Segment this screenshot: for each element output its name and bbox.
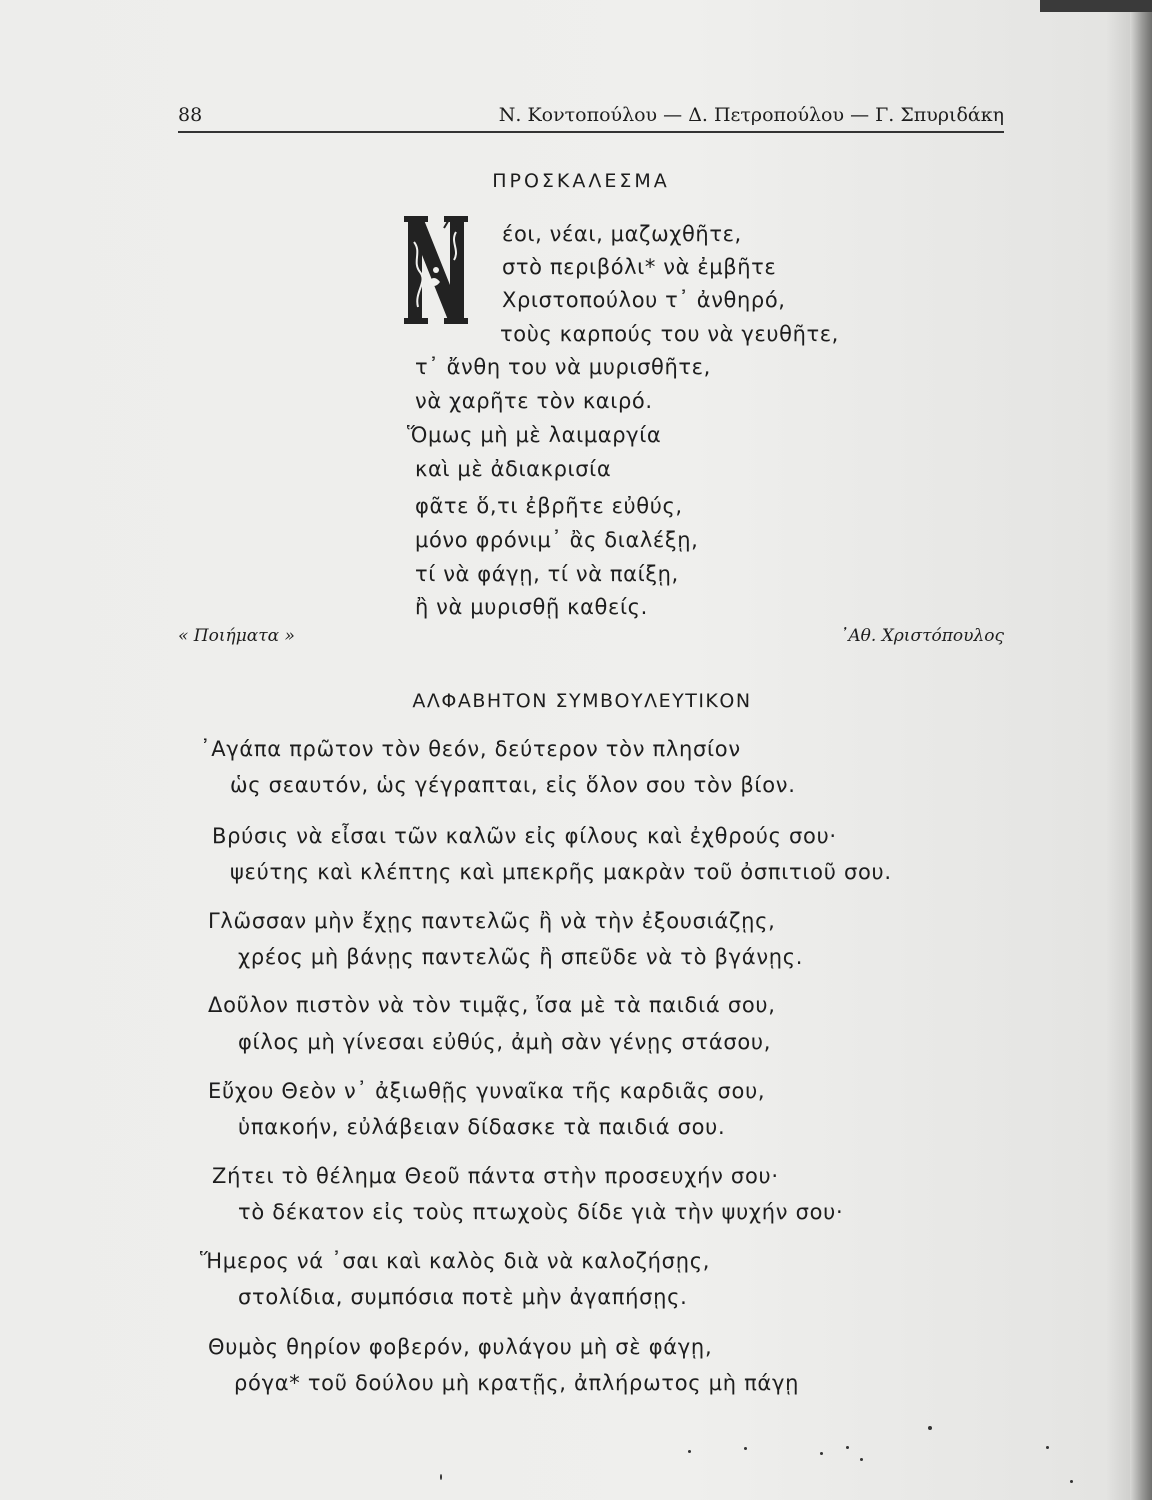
scan-speck: [860, 1458, 863, 1461]
scan-speck: [928, 1426, 932, 1430]
poem-line: Δοῦλον πιστὸν νὰ τὸν τιμᾷς, ἴσα μὲ τὰ παιδιά σου,: [208, 993, 776, 1017]
scan-speck: [1070, 1480, 1073, 1483]
poem-title: ΠΡΟΣΚΑΛΕΣΜΑ: [492, 170, 670, 192]
scan-speck: [688, 1450, 691, 1453]
poem-line: στολίδια, συμπόσια ποτὲ μὴν ἀγαπήσῃς.: [238, 1285, 688, 1309]
poem-line: ᾽Αγάπα πρῶτον τὸν θεόν, δεύτερον τὸν πλησίον: [200, 737, 741, 761]
scan-speck: [1046, 1446, 1049, 1449]
poem-line: στὸ περιβόλι* νὰ ἐμβῆτε: [502, 255, 777, 279]
poem-line: ρόγα* τοῦ δούλου μὴ κρατῇς, ἀπλήρωτος μὴ πάγῃ: [234, 1371, 800, 1395]
poem-line: Ἥμερος νά ᾽σαι καὶ καλὸς διὰ νὰ καλοζήσῃς,: [200, 1249, 711, 1273]
poem-line: έοι, νέαι, μαζωχθῆτε,: [502, 222, 742, 246]
source-title: « Ποιήματα »: [178, 626, 295, 646]
poem-line: τὸ δέκατον εἰς τοὺς πτωχοὺς δίδε γιὰ τὴν ψυχήν σου·: [238, 1200, 844, 1224]
poem-line: τί νὰ φάγῃ, τί νὰ παίξῃ,: [415, 562, 679, 586]
poem-author: ᾽Αθ. Χριστόπουλος: [839, 626, 1004, 646]
running-title: Ν. Κοντοπούλου — Δ. Πετροπούλου — Γ. Σπυριδάκη: [498, 104, 1004, 126]
poem-line: Ζήτει τὸ θέλημα Θεοῦ πάντα στὴν προσευχήν σου·: [212, 1164, 779, 1188]
ornamental-drop-cap-icon: [404, 212, 468, 330]
poem-line: Χριστοπούλου τ᾽ ἀνθηρό,: [502, 288, 786, 312]
page-header: [178, 104, 1004, 132]
poem-line: τοὺς καρπούς του νὰ γευθῆτε,: [500, 322, 839, 346]
poem-line: ἢ νὰ μυρισθῇ καθείς.: [415, 595, 648, 619]
poem-line: νὰ χαρῆτε τὸν καιρό.: [415, 389, 653, 413]
header-rule: [178, 131, 1004, 133]
scan-speck: [820, 1452, 823, 1455]
scan-border: [1040, 0, 1152, 12]
poem-line: Εὔχου Θεὸν ν᾽ ἀξιωθῇς γυναῖκα τῆς καρδιᾶς σου,: [208, 1079, 766, 1103]
poem-line: ὡς σεαυτόν, ὡς γέγραπται, εἰς ὅλον σου τὸν βίον.: [230, 773, 796, 797]
scan-speck: [440, 1474, 442, 1480]
poem-line: Θυμὸς θηρίον φοβερόν, φυλάγου μὴ σὲ φάγῃ,: [208, 1335, 713, 1359]
poem-line: Ὅμως μὴ μὲ λαιμαργία: [407, 423, 662, 447]
poem-line: τ᾽ ἄνθη του νὰ μυρισθῆτε,: [415, 355, 711, 379]
poem-line: Γλῶσσαν μὴν ἔχῃς παντελῶς ἢ νὰ τὴν ἐξουσιάζῃς,: [208, 909, 776, 933]
poem-line: ὑπακοήν, εὐλάβειαν δίδασκε τὰ παιδιά σου.: [238, 1115, 726, 1139]
poem-line: μόνο φρόνιμ᾽ ἂς διαλέξῃ,: [415, 528, 699, 552]
scan-speck: [846, 1446, 849, 1449]
poem-line: καὶ μὲ ἀδιακρισία: [415, 457, 612, 481]
page-binding-edge: [1130, 0, 1152, 1500]
poem-line: ψεύτης καὶ κλέπτης καὶ μπεκρῆς μακρὰν τοῦ ὀσπιτιοῦ σου.: [230, 860, 892, 884]
poem-line: Βρύσις νὰ εἶσαι τῶν καλῶν εἰς φίλους καὶ ἐχθρούς σου·: [212, 824, 837, 848]
poem-line: χρέος μὴ βάνῃς παντελῶς ἢ σπεῦδε νὰ τὸ βγάνῃς.: [238, 945, 804, 969]
poem-line: φᾶτε ὅ,τι ἐβρῆτε εὐθύς,: [415, 494, 683, 518]
scan-speck: [744, 1447, 747, 1450]
poem-title: ΑΛΦΑΒΗΤΟΝ ΣΥΜΒΟΥΛΕΥΤΙΚΟΝ: [412, 690, 752, 712]
page-number: 88: [178, 104, 203, 126]
poem-line: φίλος μὴ γίνεσαι εὐθύς, ἀμὴ σὰν γένῃς στάσου,: [238, 1030, 772, 1054]
